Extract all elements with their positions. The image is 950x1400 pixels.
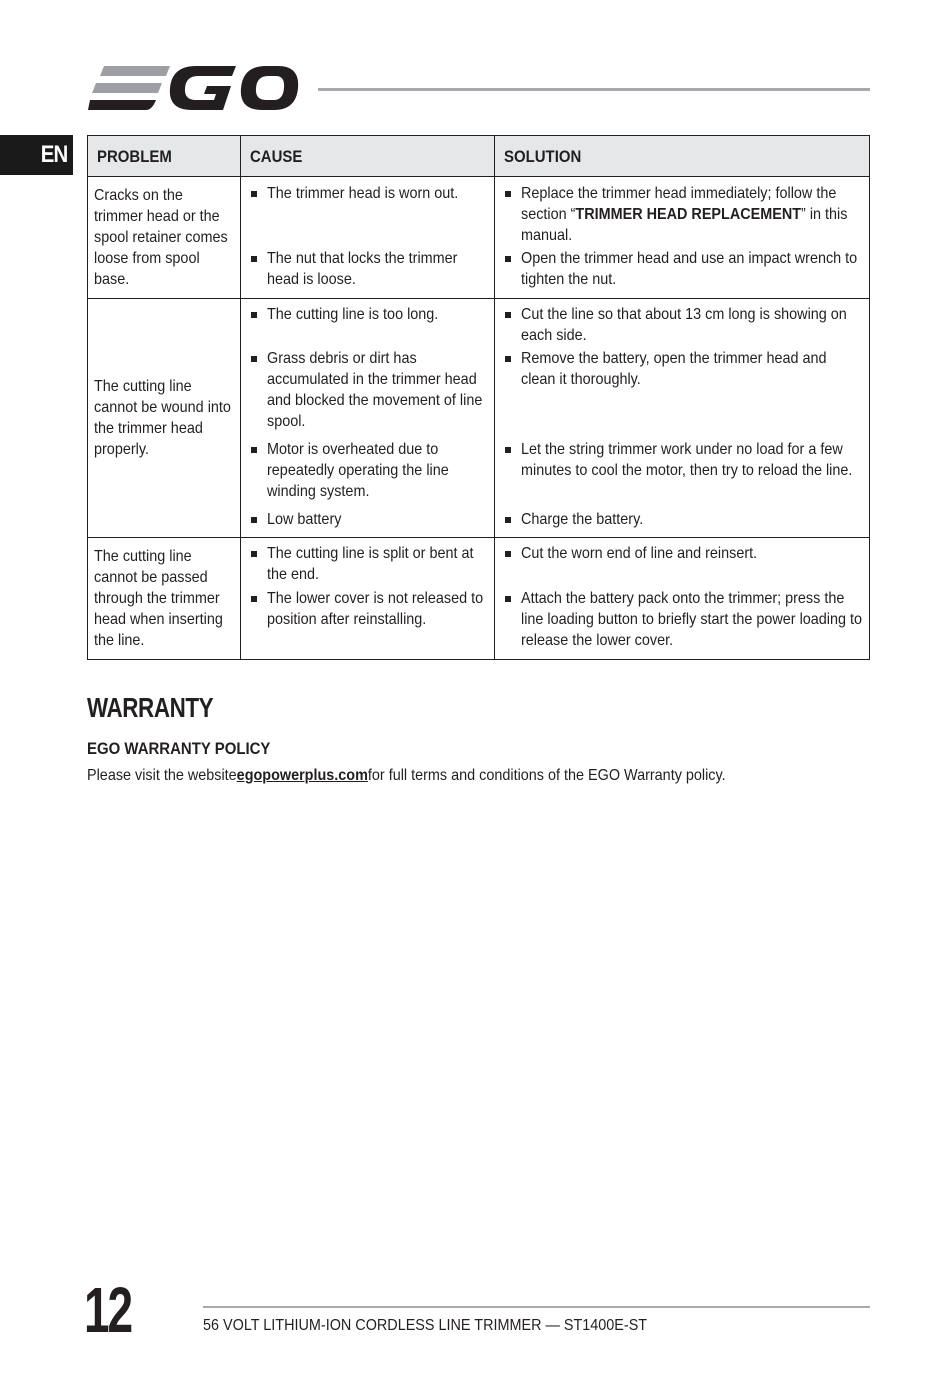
header-rule <box>318 88 870 91</box>
ego-logo <box>86 64 300 112</box>
solution-cell: Remove the battery, open the trimmer head and clean it thoroughly. <box>494 348 869 439</box>
problem-cell: The cutting line cannot be passed through the trimmer head when inserting the line. <box>88 538 241 660</box>
page-number: 12 <box>84 1274 131 1346</box>
troubleshooting-table <box>87 135 870 660</box>
problem-cell: Cracks on the trimmer head or the spool retainer comes loose from spool base. <box>88 177 241 299</box>
solution-cell: Open the trimmer head and use an impact wrench to tighten the nut. <box>494 248 869 298</box>
cause-cell: The trimmer head is worn out. <box>240 177 494 249</box>
cause-cell: The cutting line is too long. <box>240 299 494 348</box>
website-link[interactable]: egopowerplus.com <box>236 767 368 784</box>
table-row <box>88 299 870 348</box>
footer-rule <box>203 1306 870 1308</box>
problem-cell: The cutting line cannot be wound into the trimmer head properly. <box>88 299 241 538</box>
solution-cell: Cut the line so that about 13 cm long is showing on each side. <box>494 299 869 348</box>
solution-cell: Cut the worn end of line and reinsert. <box>494 538 869 589</box>
cause-cell: The cutting line is split or bent at the end. <box>240 538 494 589</box>
footer-product-title: 56 VOLT LITHIUM-ION CORDLESS LINE TRIMMER — ST1400E-ST <box>203 1317 648 1334</box>
cause-cell: The lower cover is not released to position after reinstalling. <box>240 588 494 659</box>
language-tab: EN <box>0 135 73 175</box>
table-row <box>88 177 870 249</box>
column-header-solution: SOLUTION <box>494 136 869 177</box>
solution-cell: Charge the battery. <box>494 509 869 538</box>
solution-cell: Attach the battery pack onto the trimmer; press the line loading button to briefly start the power loading to release the lower cover. <box>494 588 869 659</box>
table-row <box>88 538 870 589</box>
cause-cell: Motor is overheated due to repeatedly operating the line winding system. <box>240 439 494 509</box>
warranty-policy-heading: EGO WARRANTY POLICY <box>87 739 271 758</box>
solution-cell: Let the string trimmer work under no load for a few minutes to cool the motor, then try to reload the line. <box>494 439 869 509</box>
column-header-problem: PROBLEM <box>88 136 241 177</box>
cause-cell: The nut that locks the trimmer head is loose. <box>240 248 494 298</box>
warranty-policy-text: Please visit the websiteegopowerplus.comfor full terms and conditions of the EGO Warranty policy. <box>87 767 726 784</box>
solution-cell: Replace the trimmer head immediately; follow the section “TRIMMER HEAD REPLACEMENT” in this manual. <box>494 177 869 249</box>
cause-cell: Grass debris or dirt has accumulated in the trimmer head and blocked the movement of line spool. <box>240 348 494 439</box>
warranty-heading: WARRANTY <box>87 692 214 723</box>
cause-cell: Low battery <box>240 509 494 538</box>
column-header-cause: CAUSE <box>240 136 494 177</box>
table-header-row <box>88 136 870 177</box>
